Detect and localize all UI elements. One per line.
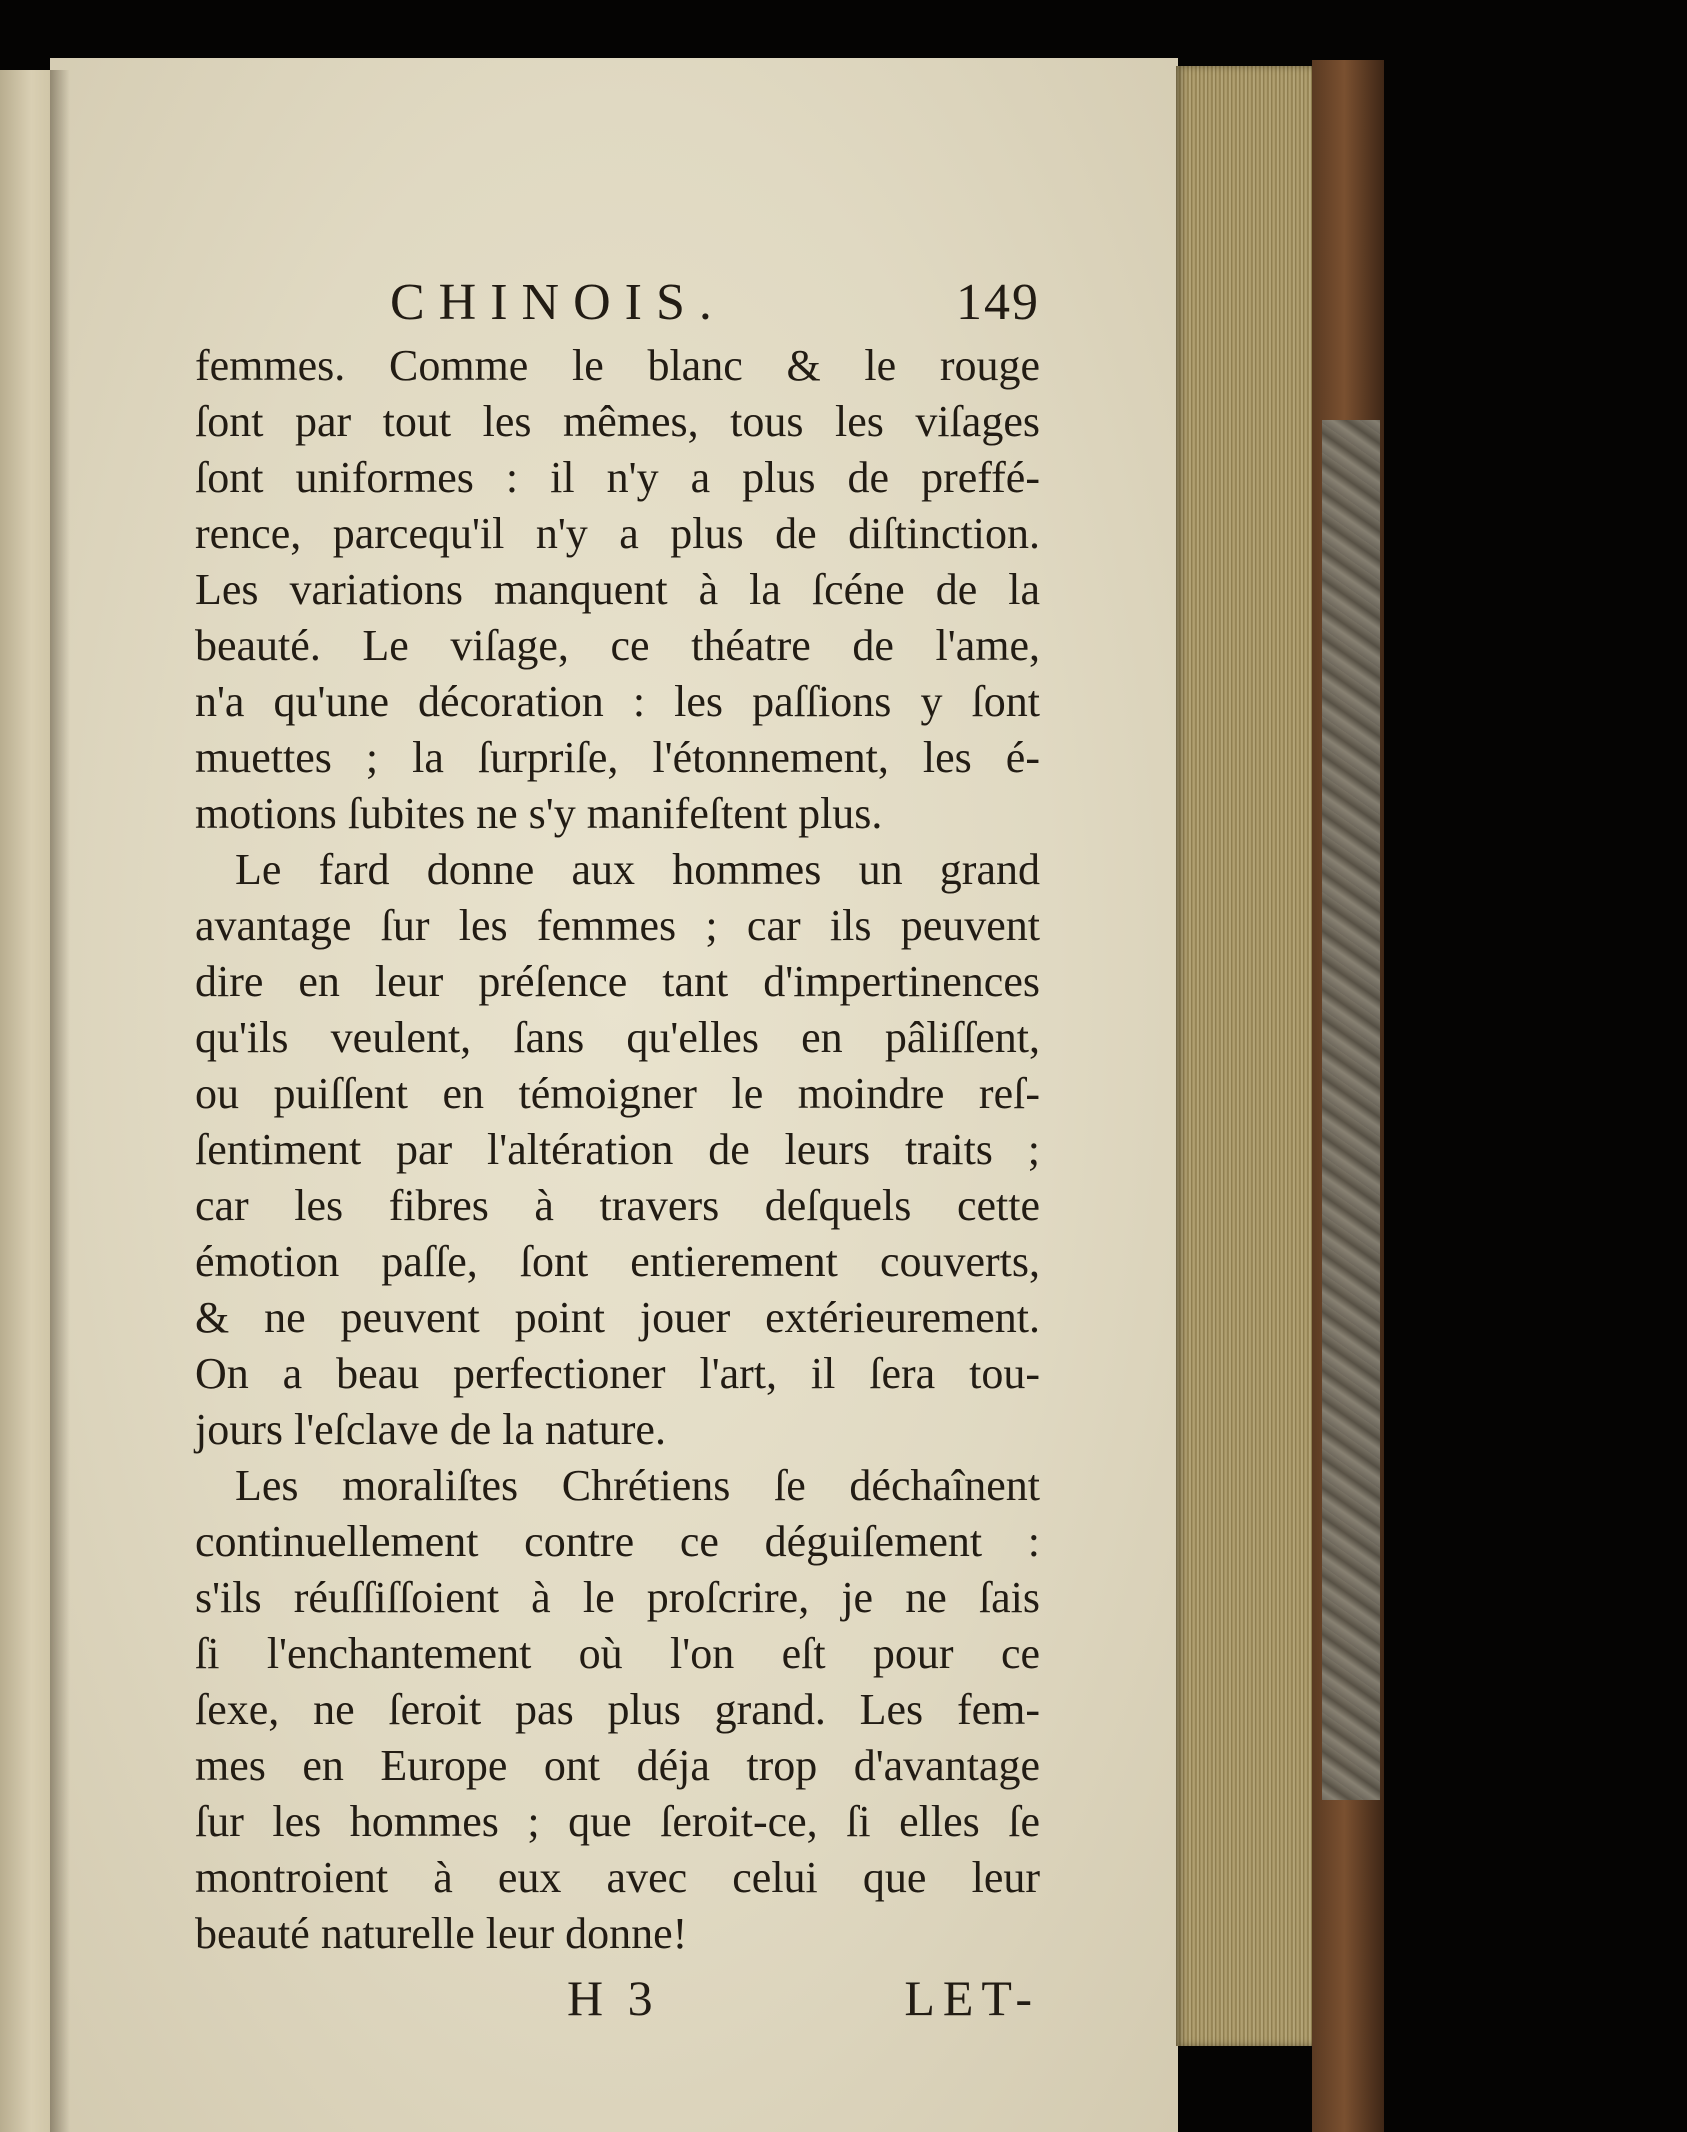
text-line: avantage ſur les femmes ; car ils peuvent: [195, 901, 1040, 950]
text-line: beauté naturelle leur donne!: [195, 1909, 688, 1958]
previous-page-edge: [0, 70, 54, 2132]
paragraph: [195, 842, 1040, 1458]
text-line: & ne peuvent point jouer extérieurement.: [195, 1293, 1040, 1342]
text-line: ſexe, ne ſeroit pas plus grand. Les fem-: [195, 1685, 1040, 1734]
marbled-cover-paper: [1322, 420, 1380, 1800]
page-footer: [195, 1968, 1040, 2028]
text-line: rence, parcequ'il n'y a plus de diſtinction.: [195, 509, 1040, 558]
text-line: émotion paſſe, ſont entierement couverts,: [195, 1237, 1040, 1286]
text-line: car les fibres à travers deſquels cette: [195, 1181, 1040, 1230]
page-fore-edge: [1176, 66, 1316, 2046]
paragraph: [195, 1458, 1040, 1962]
text-line: muettes ; la ſurpriſe, l'étonnement, les é-: [195, 733, 1040, 782]
text-line: ſont par tout les mêmes, tous les viſages: [195, 397, 1040, 446]
text-block: [195, 268, 1040, 2028]
text-line: ſur les hommes ; que ſeroit-ce, ſi elles ſe: [195, 1797, 1040, 1846]
text-line: femmes. Comme le blanc & le rouge: [195, 341, 1040, 390]
catchword: LET-: [904, 1970, 1040, 2026]
text-line: Les moraliſtes Chrétiens ſe déchaînent: [235, 1461, 1040, 1510]
page-number: 149: [956, 274, 1040, 331]
text-line: ſont uniformes : il n'y a plus de preffé-: [195, 453, 1040, 502]
text-line: Le fard donne aux hommes un grand: [235, 845, 1040, 894]
text-line: beauté. Le viſage, ce théatre de l'ame,: [195, 621, 1040, 670]
text-line: continuellement contre ce déguiſement :: [195, 1517, 1040, 1566]
text-line: qu'ils veulent, ſans qu'elles en pâliſſent,: [195, 1013, 1040, 1062]
text-line: montroient à eux avec celui que leur: [195, 1853, 1040, 1902]
text-line: n'a qu'une décoration : les paſſions y ſont: [195, 677, 1040, 726]
text-line: dire en leur préſence tant d'impertinences: [195, 957, 1040, 1006]
text-line: ou puiſſent en témoigner le moindre reſ-: [195, 1069, 1040, 1118]
text-line: mes en Europe ont déja trop d'avantage: [195, 1741, 1040, 1790]
signature-mark: H 3: [567, 1970, 659, 2026]
running-title: CHINOIS.: [390, 274, 726, 331]
text-line: ſi l'enchantement où l'on eſt pour ce: [195, 1629, 1040, 1678]
text-line: jours l'eſclave de la nature.: [195, 1405, 666, 1454]
text-line: s'ils réuſſiſſoient à le proſcrire, je ne ſais: [195, 1573, 1040, 1622]
gutter-shadow: [50, 70, 70, 2132]
text-line: Les variations manquent à la ſcéne de la: [195, 565, 1040, 614]
paragraph: [195, 338, 1040, 842]
body-text: [195, 338, 1040, 1962]
running-head: [195, 268, 1040, 338]
text-line: motions ſubites ne s'y manifeſtent plus.: [195, 789, 883, 838]
text-line: ſentiment par l'altération de leurs traits ;: [195, 1125, 1040, 1174]
text-line: On a beau perfectioner l'art, il ſera tou-: [195, 1349, 1040, 1398]
